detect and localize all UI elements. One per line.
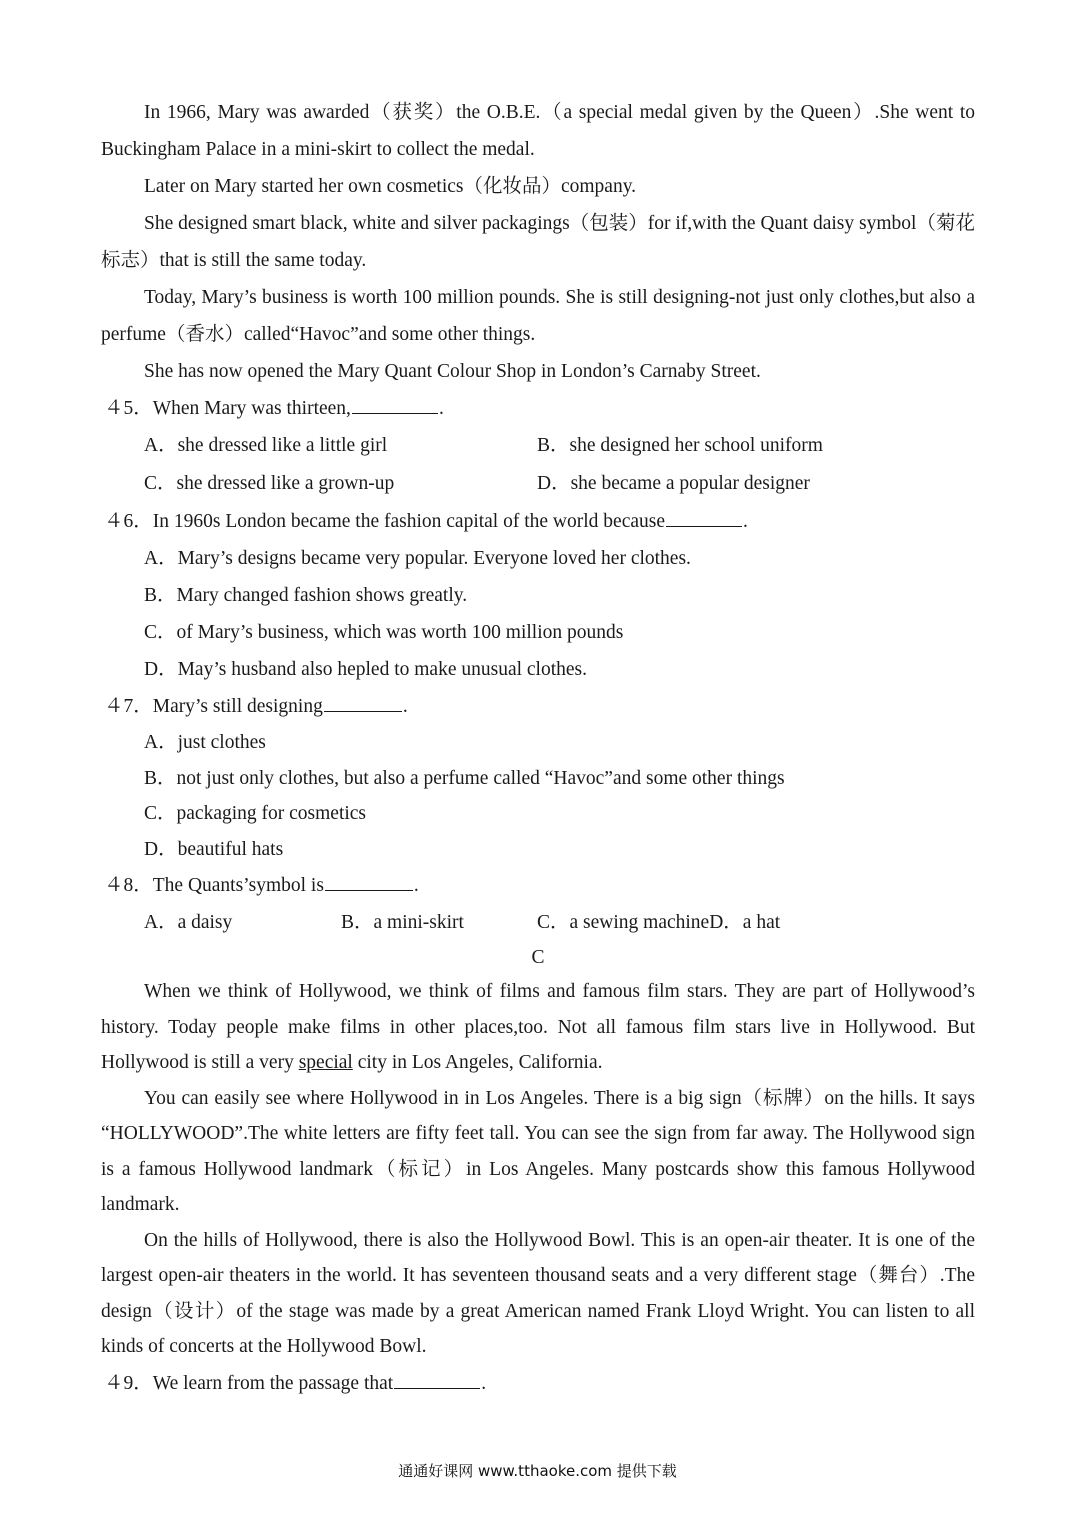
answer-blank-49[interactable] [394,1370,480,1389]
question-49 [101,1365,975,1402]
option-46-b[interactable]: B．Mary changed fashion shows greatly. [144,585,468,606]
passage-c-paragraph-3: On the hills of Hollywood, there is also the Hollywood Bowl. This is an open-air theater. It is one of the largest open-air theaters in the world. It has seventeen thousand seats and a very different stage（舞台）.The design（设计）of the stage was made by a great American named Frank Lloyd Wright. You can listen to all kinds of concerts at the Hollywood Bowl. [101,1229,975,1357]
question-46 [101,503,975,540]
page-footer: 通通好课网 www.tthaoke.com 提供下载 [398,1462,677,1480]
question-47-end: . [402,696,408,717]
option-47-d[interactable]: D．beautiful hats [144,838,284,860]
question-49-end: . [481,1372,487,1394]
answer-blank-45[interactable] [352,395,438,414]
question-46-end: . [743,511,748,532]
option-46-a[interactable]: A．Mary’s designs became very popular. Everyone loved her clothes. [144,548,691,569]
question-45 [101,390,975,427]
option-48-d[interactable]: D．a hat [709,912,781,933]
option-45-d[interactable]: D．she became a popular designer [537,473,810,494]
passage-c-p1-text: When we think of Hollywood, we think of films and famous film stars. They are part of Hollywood’s history. Today people make films in other places,too. Not all famous film stars live in Hollywood. But Hollywood is still a very [101,981,975,1073]
question-49-stem: ４9．We learn from the passage that [104,1372,394,1394]
option-48-b[interactable]: B．a mini-skirt [341,912,464,933]
option-48-c[interactable]: C．a sewing machine [537,912,710,933]
passage-b-paragraph-4: Today, Mary’s business is worth 100 million pounds. She is still designing-not just only clothes,but also a perfume（香水）called“Havoc”and some other things. [101,287,975,345]
option-47-a[interactable]: A．just clothes [144,732,266,753]
question-48 [101,867,975,904]
option-45-b[interactable]: B．she designed her school uniform [537,435,823,456]
option-45-c[interactable]: C．she dressed like a grown-up [144,473,395,494]
option-47-b[interactable]: B．not just only clothes, but also a perfume called “Havoc”and some other things [144,767,785,789]
option-48-a[interactable]: A．a daisy [144,912,233,933]
option-45-a[interactable]: A．she dressed like a little girl [144,435,388,456]
option-47-c[interactable]: C．packaging for cosmetics [144,803,367,824]
question-47 [101,688,975,725]
answer-blank-47[interactable] [324,693,402,712]
underlined-word-special: special [298,1052,353,1073]
answer-blank-48[interactable] [325,872,413,891]
question-45-stem: ４5．When Mary was thirteen, [104,398,351,419]
question-48-options [101,904,975,941]
passage-b-paragraph-3: She designed smart black, white and silver packagings（包装）for if,with the Quant daisy symbol（菊花标志）that is still the same today. [101,213,975,271]
passage-c-p1-text-end: city in Los Angeles, California. [352,1052,603,1073]
passage-c-paragraph-1 [101,974,975,1081]
passage-b-paragraph-2: Later on Mary started her own cosmetics（化妆品）company. [144,176,637,197]
answer-blank-46[interactable] [666,508,742,527]
passage-b-paragraph-1: In 1966, Mary was awarded（获奖）the O.B.E.（a special medal given by the Queen）.She went to Buckingham Palace in a mini-skirt to collect the medal. [101,102,975,160]
question-48-end: . [413,875,419,896]
question-48-stem: ４8．The Quants’symbol is [104,875,324,896]
option-46-d[interactable]: D．May’s husband also hepled to make unusual clothes. [144,659,588,680]
question-46-stem: ４6．In 1960s London became the fashion capital of the world because [104,511,665,532]
passage-b-paragraph-5: She has now opened the Mary Quant Colour Shop in London’s Carnaby Street. [144,361,761,382]
question-45-options-row-1 [101,427,975,465]
question-45-options-row-2 [101,465,975,503]
option-46-c[interactable]: C．of Mary’s business, which was worth 100 million pounds [144,622,624,643]
document-page [101,94,975,1402]
passage-c-paragraph-2: You can easily see where Hollywood in in Los Angeles. There is a big sign（标牌）on the hills. It says “HOLLYWOOD”.The white letters are fifty feet tall. You can see the sign from far away. The Hollywood sign is a famous Hollywood landmark（标记）in Los Angeles. Many postcards show this famous Hollywood landmark. [101,1087,975,1215]
question-45-end: . [438,398,444,419]
question-47-stem: ４7．Mary’s still designing [104,696,323,717]
section-c-heading: C [531,947,545,968]
